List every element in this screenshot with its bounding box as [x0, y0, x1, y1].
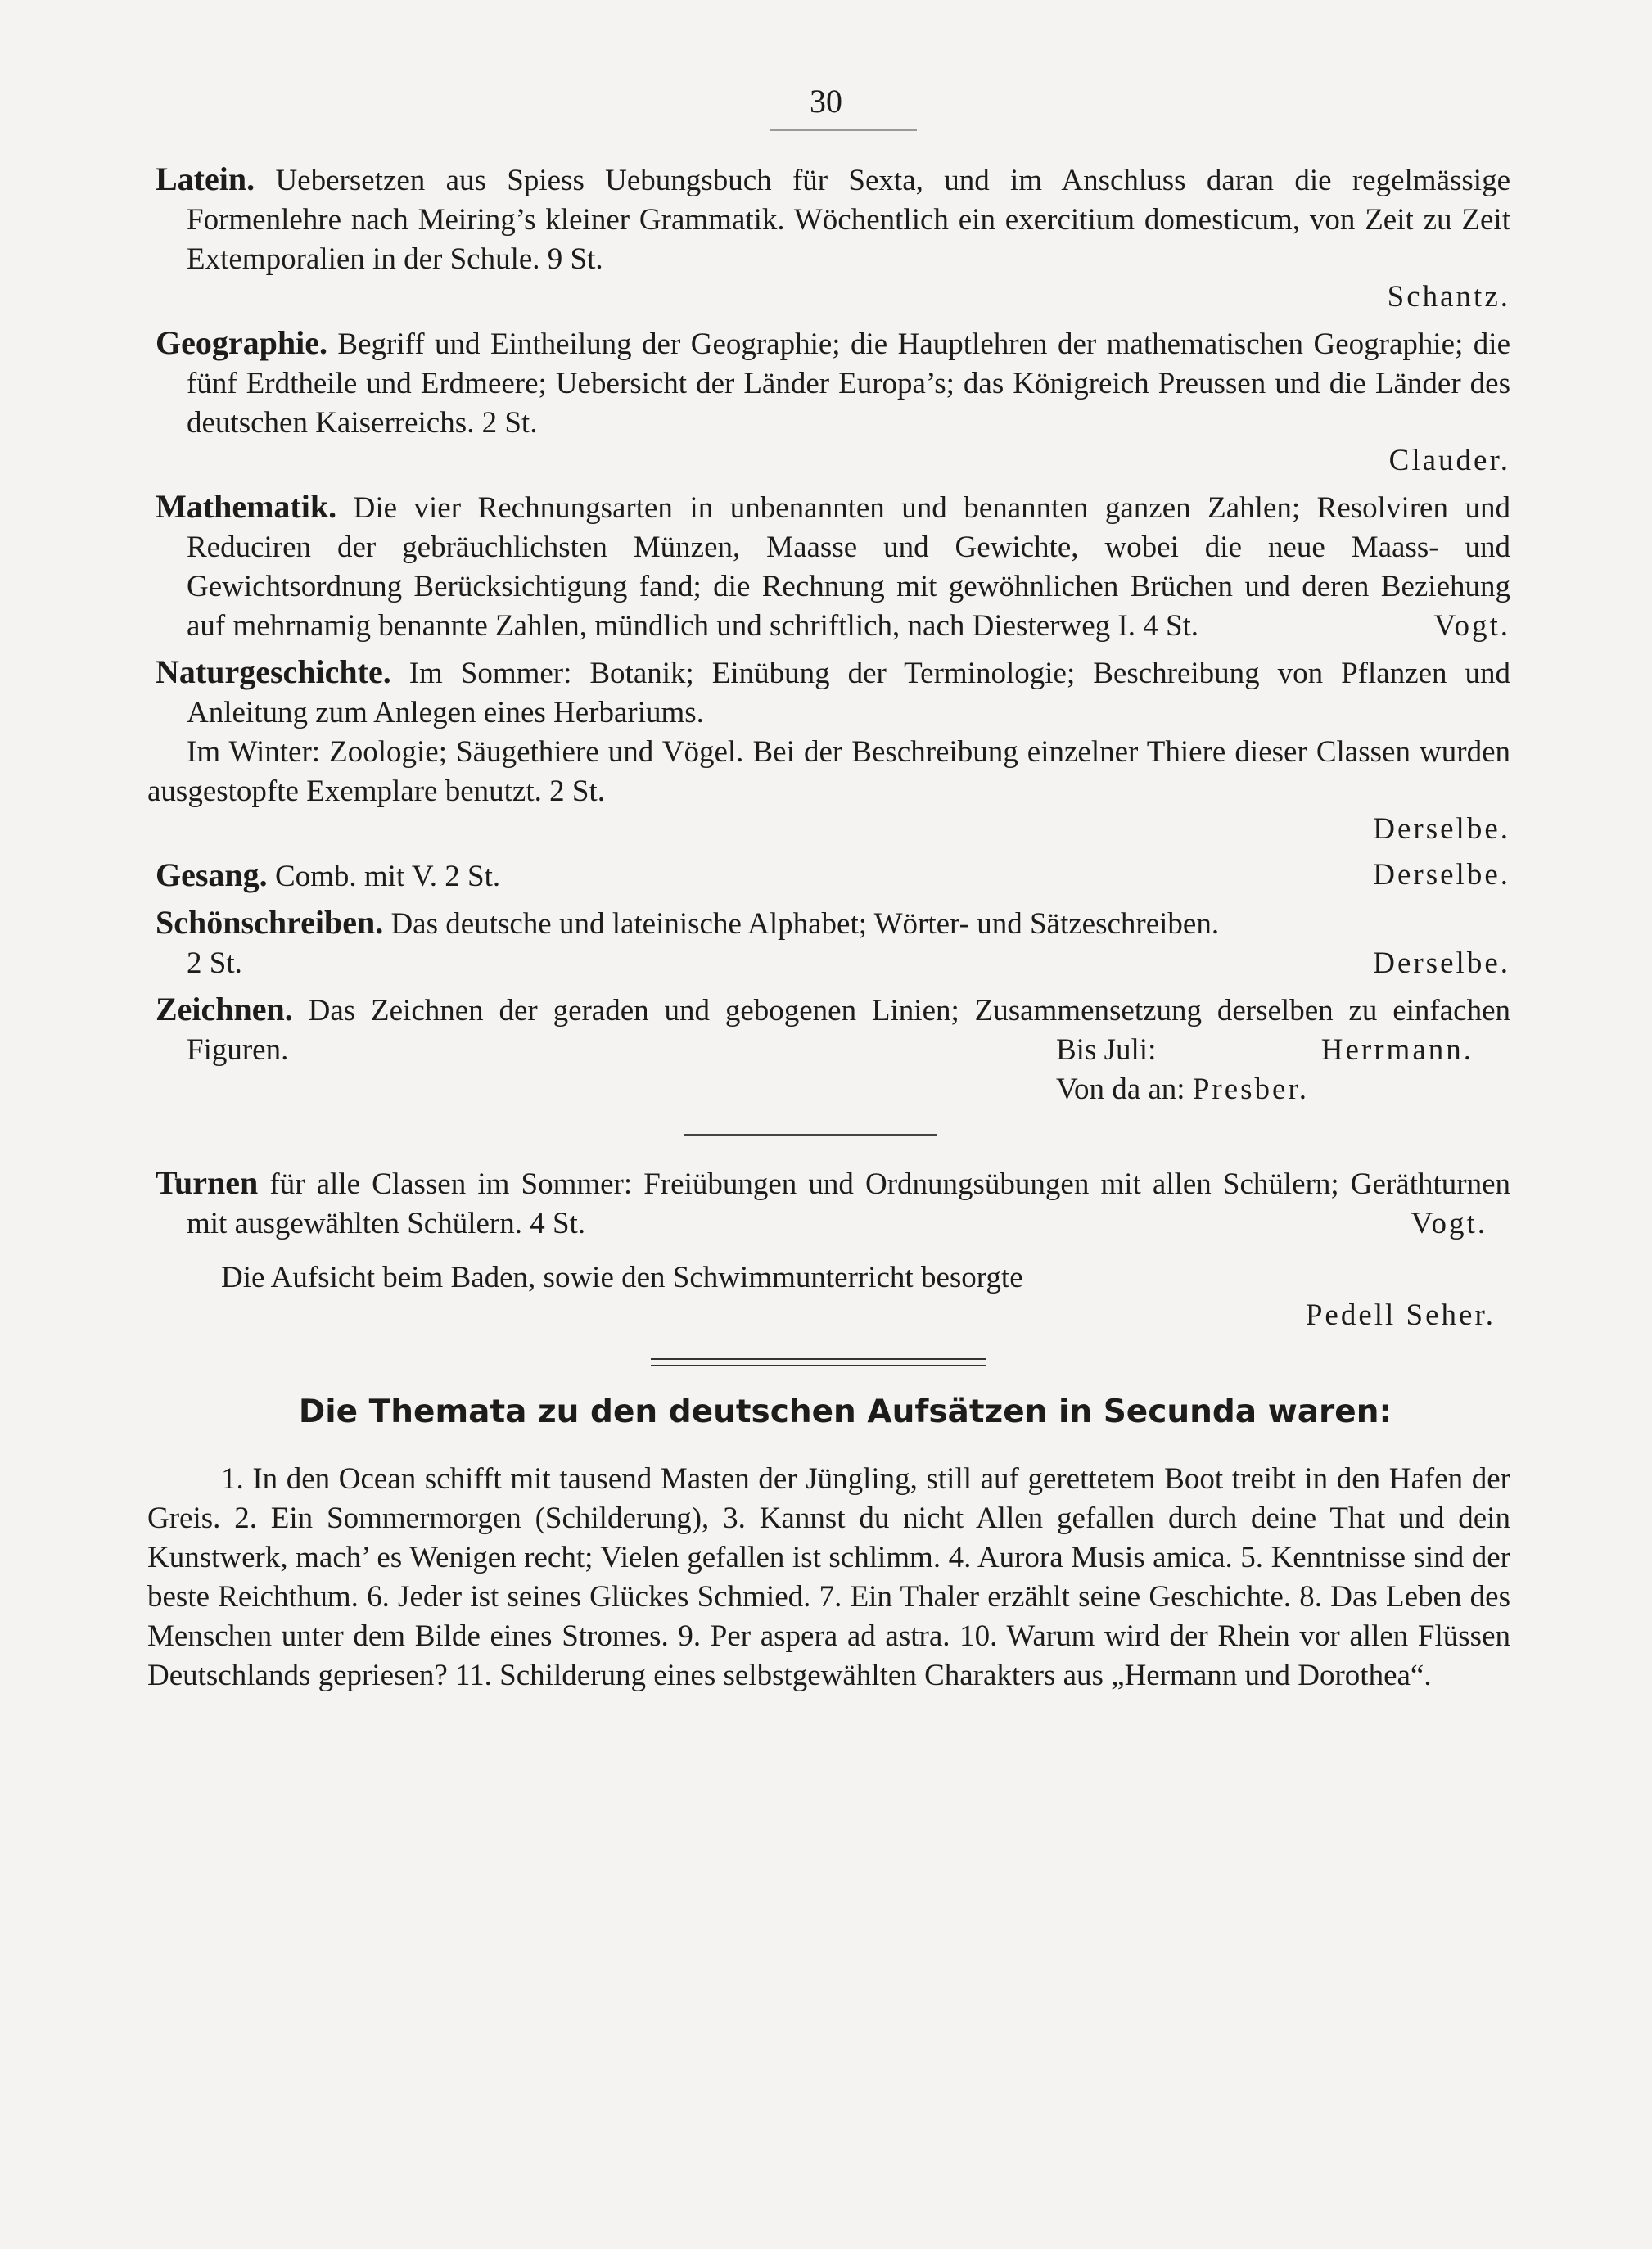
heading-naturgeschichte: Naturgeschichte.: [156, 653, 391, 690]
text-naturgeschichte-winter: Im Winter: Zoologie; Säugethiere und Vögel. Bei der Beschreibung einzelner Thiere dieser Classen wurden ausgestopfte Exemplare benutzt. 2 St.: [147, 735, 1510, 808]
page-number: 30: [810, 83, 842, 120]
themata-list: 1. In den Ocean schifft mit tausend Masten der Jüngling, still auf gerettetem Boot treibt in den Hafen der Greis. 2. Ein Sommermorgen (Schilderung), 3. Kannst du nicht Allen gefallen durch deine That und dein Kunstwerk, mach’ es Wenigen recht; Vielen gefallen ist schlimm. 4. Aurora Musis amica. 5. Kenntnisse sind der beste Reichthum. 6. Jeder ist seines Glückes Schmied. 7. Ein Thaler erzählt seine Geschichte. 8. Das Leben des Menschen unter dem Bilde eines Stromes. 9. Per aspera ad astra. 10. Warum wird der Rhein vor allen Flüssen Deutschlands gepriesen? 11. Schilderung eines selbstgewählten Charakters aus „Hermann und Dorothea“.: [147, 1462, 1510, 1692]
heading-zeichnen: Zeichnen.: [156, 991, 293, 1027]
themata-title: Die Themata zu den deutschen Aufsätzen in Secunda waren:: [298, 1393, 1392, 1430]
teacher-naturgeschichte: Derselbe.: [1373, 812, 1510, 846]
teacher-mathematik: Vogt.: [1433, 609, 1510, 643]
section-turnen: [147, 1163, 1510, 1244]
teacher-zeichnen-von-da-an: Presber.: [1192, 1073, 1310, 1106]
page-number-underline: [770, 129, 917, 131]
teacher-gesang: Derselbe.: [1373, 858, 1510, 892]
section-mathematik: [147, 487, 1510, 646]
teacher-baden: Pedell Seher.: [1305, 1298, 1496, 1332]
heading-latein: Latein.: [156, 160, 255, 197]
text-mathematik: Die vier Rechnungsarten in unbenannten und benannten ganzen Zahlen; Resolviren und Reduciren der gebräuchlichsten Münzen, Maasse und Gewichte, wobei die neue Maass- und Gewichtsordnung Berücksichtigung fand; die Rechnung mit gewöhnlichen Brüchen und deren Beziehung auf mehrnamig benannte Zahlen, mündlich und schriftlich, nach Diesterweg I. 4 St.: [187, 491, 1510, 643]
section-divider: [684, 1134, 937, 1136]
text-schoenschreiben: Das deutsche und lateinische Alphabet; Wörter- und Sätzeschreiben.: [390, 907, 1220, 941]
teacher-latein: Schantz.: [1387, 280, 1510, 314]
label-von-da-an: Von da an:: [1056, 1073, 1185, 1106]
section-zeichnen: [147, 990, 1510, 1109]
text-zeichnen: Das Zeichnen der geraden und gebogenen Linien; Zusammensetzung derselben zu einfachen Figuren.: [187, 994, 1511, 1067]
text-baden: Die Aufsicht beim Baden, sowie den Schwimmunterricht besorgte: [221, 1261, 1023, 1294]
heading-mathematik: Mathematik.: [156, 488, 337, 525]
teacher-turnen: Vogt.: [1411, 1207, 1487, 1240]
teacher-schoenschreiben: Derselbe.: [1373, 946, 1510, 980]
section-naturgeschichte: [147, 653, 1510, 849]
text-turnen: für alle Classen im Sommer: Freiübungen und Ordnungsübungen mit allen Schülern; Geräthturnen mit ausgewählten Schülern. 4 St.: [187, 1167, 1510, 1240]
teacher-geographie: Clauder.: [1388, 444, 1510, 477]
text-gesang: Comb. mit V. 2 St.: [274, 860, 501, 893]
hours-schoenschreiben: 2 St.: [187, 946, 242, 980]
text-latein: Uebersetzen aus Spiess Uebungsbuch für Sexta, und im Anschluss daran die regelmässige Formenlehre nach Meiring’s kleiner Grammatik. Wöchentlich ein exercitium domesticum, von Zeit zu Zeit Extemporalien in der Schule. 9 St.: [187, 164, 1510, 276]
teacher-zeichnen-bis-juli: Herrmann.: [1320, 1033, 1474, 1067]
section-schoenschreiben: [147, 903, 1510, 983]
section-geographie: [147, 323, 1510, 481]
text-geographie: Begriff und Eintheilung der Geographie; die Hauptlehren der mathematischen Geographie; die fünf Erdtheile und Erdmeere; Uebersicht der Länder Europa’s; das Königreich Preussen und die Länder des deutschen Kaiserreichs. 2 St.: [187, 327, 1510, 440]
heading-geographie: Geographie.: [156, 324, 327, 361]
heading-gesang: Gesang.: [156, 856, 268, 893]
section-gesang: [147, 856, 1510, 896]
text-naturgeschichte: Im Sommer: Botanik; Einübung der Terminologie; Beschreibung von Pflanzen und Anleitung zum Anlegen eines Herbariums.: [187, 657, 1510, 729]
section-latein: [147, 160, 1510, 317]
double-divider: [651, 1358, 986, 1366]
label-bis-juli: Bis Juli:: [1056, 1033, 1157, 1067]
heading-turnen: Turnen: [156, 1164, 259, 1201]
section-baden: [147, 1258, 1510, 1335]
heading-schoenschreiben: Schönschreiben.: [156, 904, 384, 941]
page-content: [147, 160, 1510, 1696]
